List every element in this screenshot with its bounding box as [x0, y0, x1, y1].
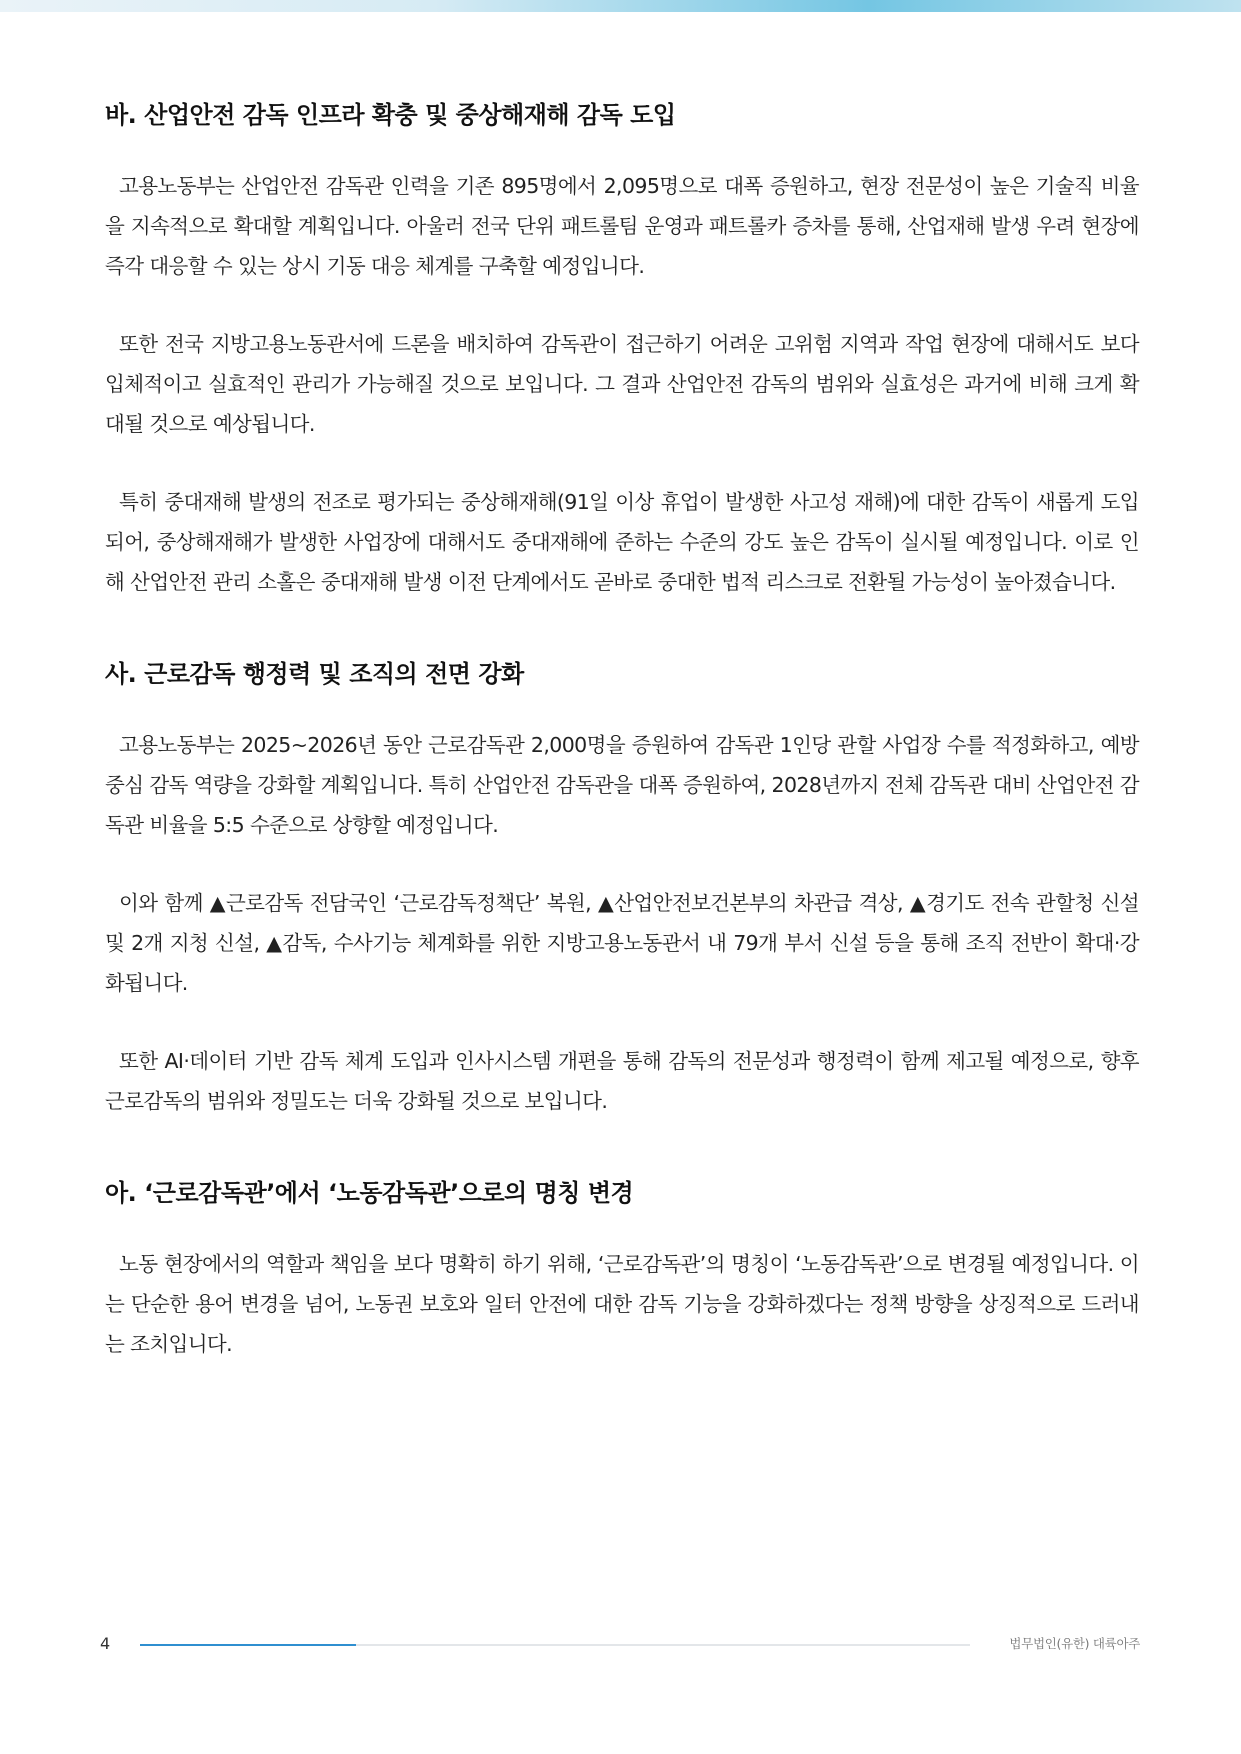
section-heading: 바. 산업안전 감독 인프라 확충 및 중상해재해 감독 도입: [105, 101, 676, 129]
firm-name: 법무법인(유한) 대륙아주: [1009, 1636, 1140, 1651]
page-number: 4: [100, 1634, 111, 1653]
paragraph: 이와 함께 ▲근로감독 전담국인 ‘근로감독정책단’ 복원, ▲산업안전보건본부의 차관급 격상, ▲경기도 전속 관할청 신설 및 2개 지청 신설, ▲감독, 수사기능 체계화를 위한 지방고용노동관서 내 79개 부서 신설 등을 통해 조직 전반이 확대·강화됩니다.: [105, 891, 1139, 995]
footer-progress-fill: [140, 1644, 356, 1646]
top-decorative-bar: [0, 0, 1241, 12]
paragraph: 또한 AI·데이터 기반 감독 체계 도입과 인사시스템 개편을 통해 감독의 전문성과 행정력이 함께 제고될 예정으로, 향후 근로감독의 범위와 정밀도는 더욱 강화될 것으로 보입니다.: [105, 1049, 1139, 1113]
section-heading: 아. ‘근로감독관’에서 ‘노동감독관’으로의 명칭 변경: [105, 1179, 634, 1207]
section-sa: [105, 657, 1139, 1121]
section-ba: [105, 98, 1139, 602]
section-heading: 사. 근로감독 행정력 및 조직의 전면 강화: [105, 660, 524, 688]
paragraph: 특히 중대재해 발생의 전조로 평가되는 중상해재해(91일 이상 휴업이 발생한 사고성 재해)에 대한 감독이 새롭게 도입되어, 중상해재해가 발생한 사업장에 대해서도 중대재해에 준하는 수준의 강도 높은 감독이 실시될 예정입니다. 이로 인해 산업안전 관리 소홀은 중대재해 발생 이전 단계에서도 곧바로 중대한 법적 리스크로 전환될 가능성이 높아졌습니다.: [105, 490, 1139, 594]
section-a: [105, 1176, 1139, 1364]
paragraph: 고용노동부는 산업안전 감독관 인력을 기존 895명에서 2,095명으로 대폭 증원하고, 현장 전문성이 높은 기술직 비율을 지속적으로 확대할 계획입니다. 아울러 전국 단위 패트롤팀 운영과 패트롤카 증차를 통해, 산업재해 발생 우려 현장에 즉각 대응할 수 있는 상시 기동 대응 체계를 구축할 예정입니다.: [105, 174, 1139, 278]
paragraph: 노동 현장에서의 역할과 책임을 보다 명확히 하기 위해, ‘근로감독관’의 명칭이 ‘노동감독관’으로 변경될 예정입니다. 이는 단순한 용어 변경을 넘어, 노동권 보호와 일터 안전에 대한 감독 기능을 강화하겠다는 정책 방향을 상징적으로 드러내는 조치입니다.: [105, 1252, 1139, 1356]
page-footer: [100, 1632, 1140, 1656]
document-body: [105, 98, 1139, 1419]
paragraph: 고용노동부는 2025~2026년 동안 근로감독관 2,000명을 증원하여 감독관 1인당 관할 사업장 수를 적정화하고, 예방 중심 감독 역량을 강화할 계획입니다. 특히 산업안전 감독관을 대폭 증원하여, 2028년까지 전체 감독관 대비 산업안전 감독관 비율을 5:5 수준으로 상향할 예정입니다.: [105, 733, 1139, 837]
footer-progress-track: [140, 1644, 970, 1646]
paragraph: 또한 전국 지방고용노동관서에 드론을 배치하여 감독관이 접근하기 어려운 고위험 지역과 작업 현장에 대해서도 보다 입체적이고 실효적인 관리가 가능해질 것으로 보입니다. 그 결과 산업안전 감독의 범위와 실효성은 과거에 비해 크게 확대될 것으로 예상됩니다.: [105, 332, 1139, 436]
